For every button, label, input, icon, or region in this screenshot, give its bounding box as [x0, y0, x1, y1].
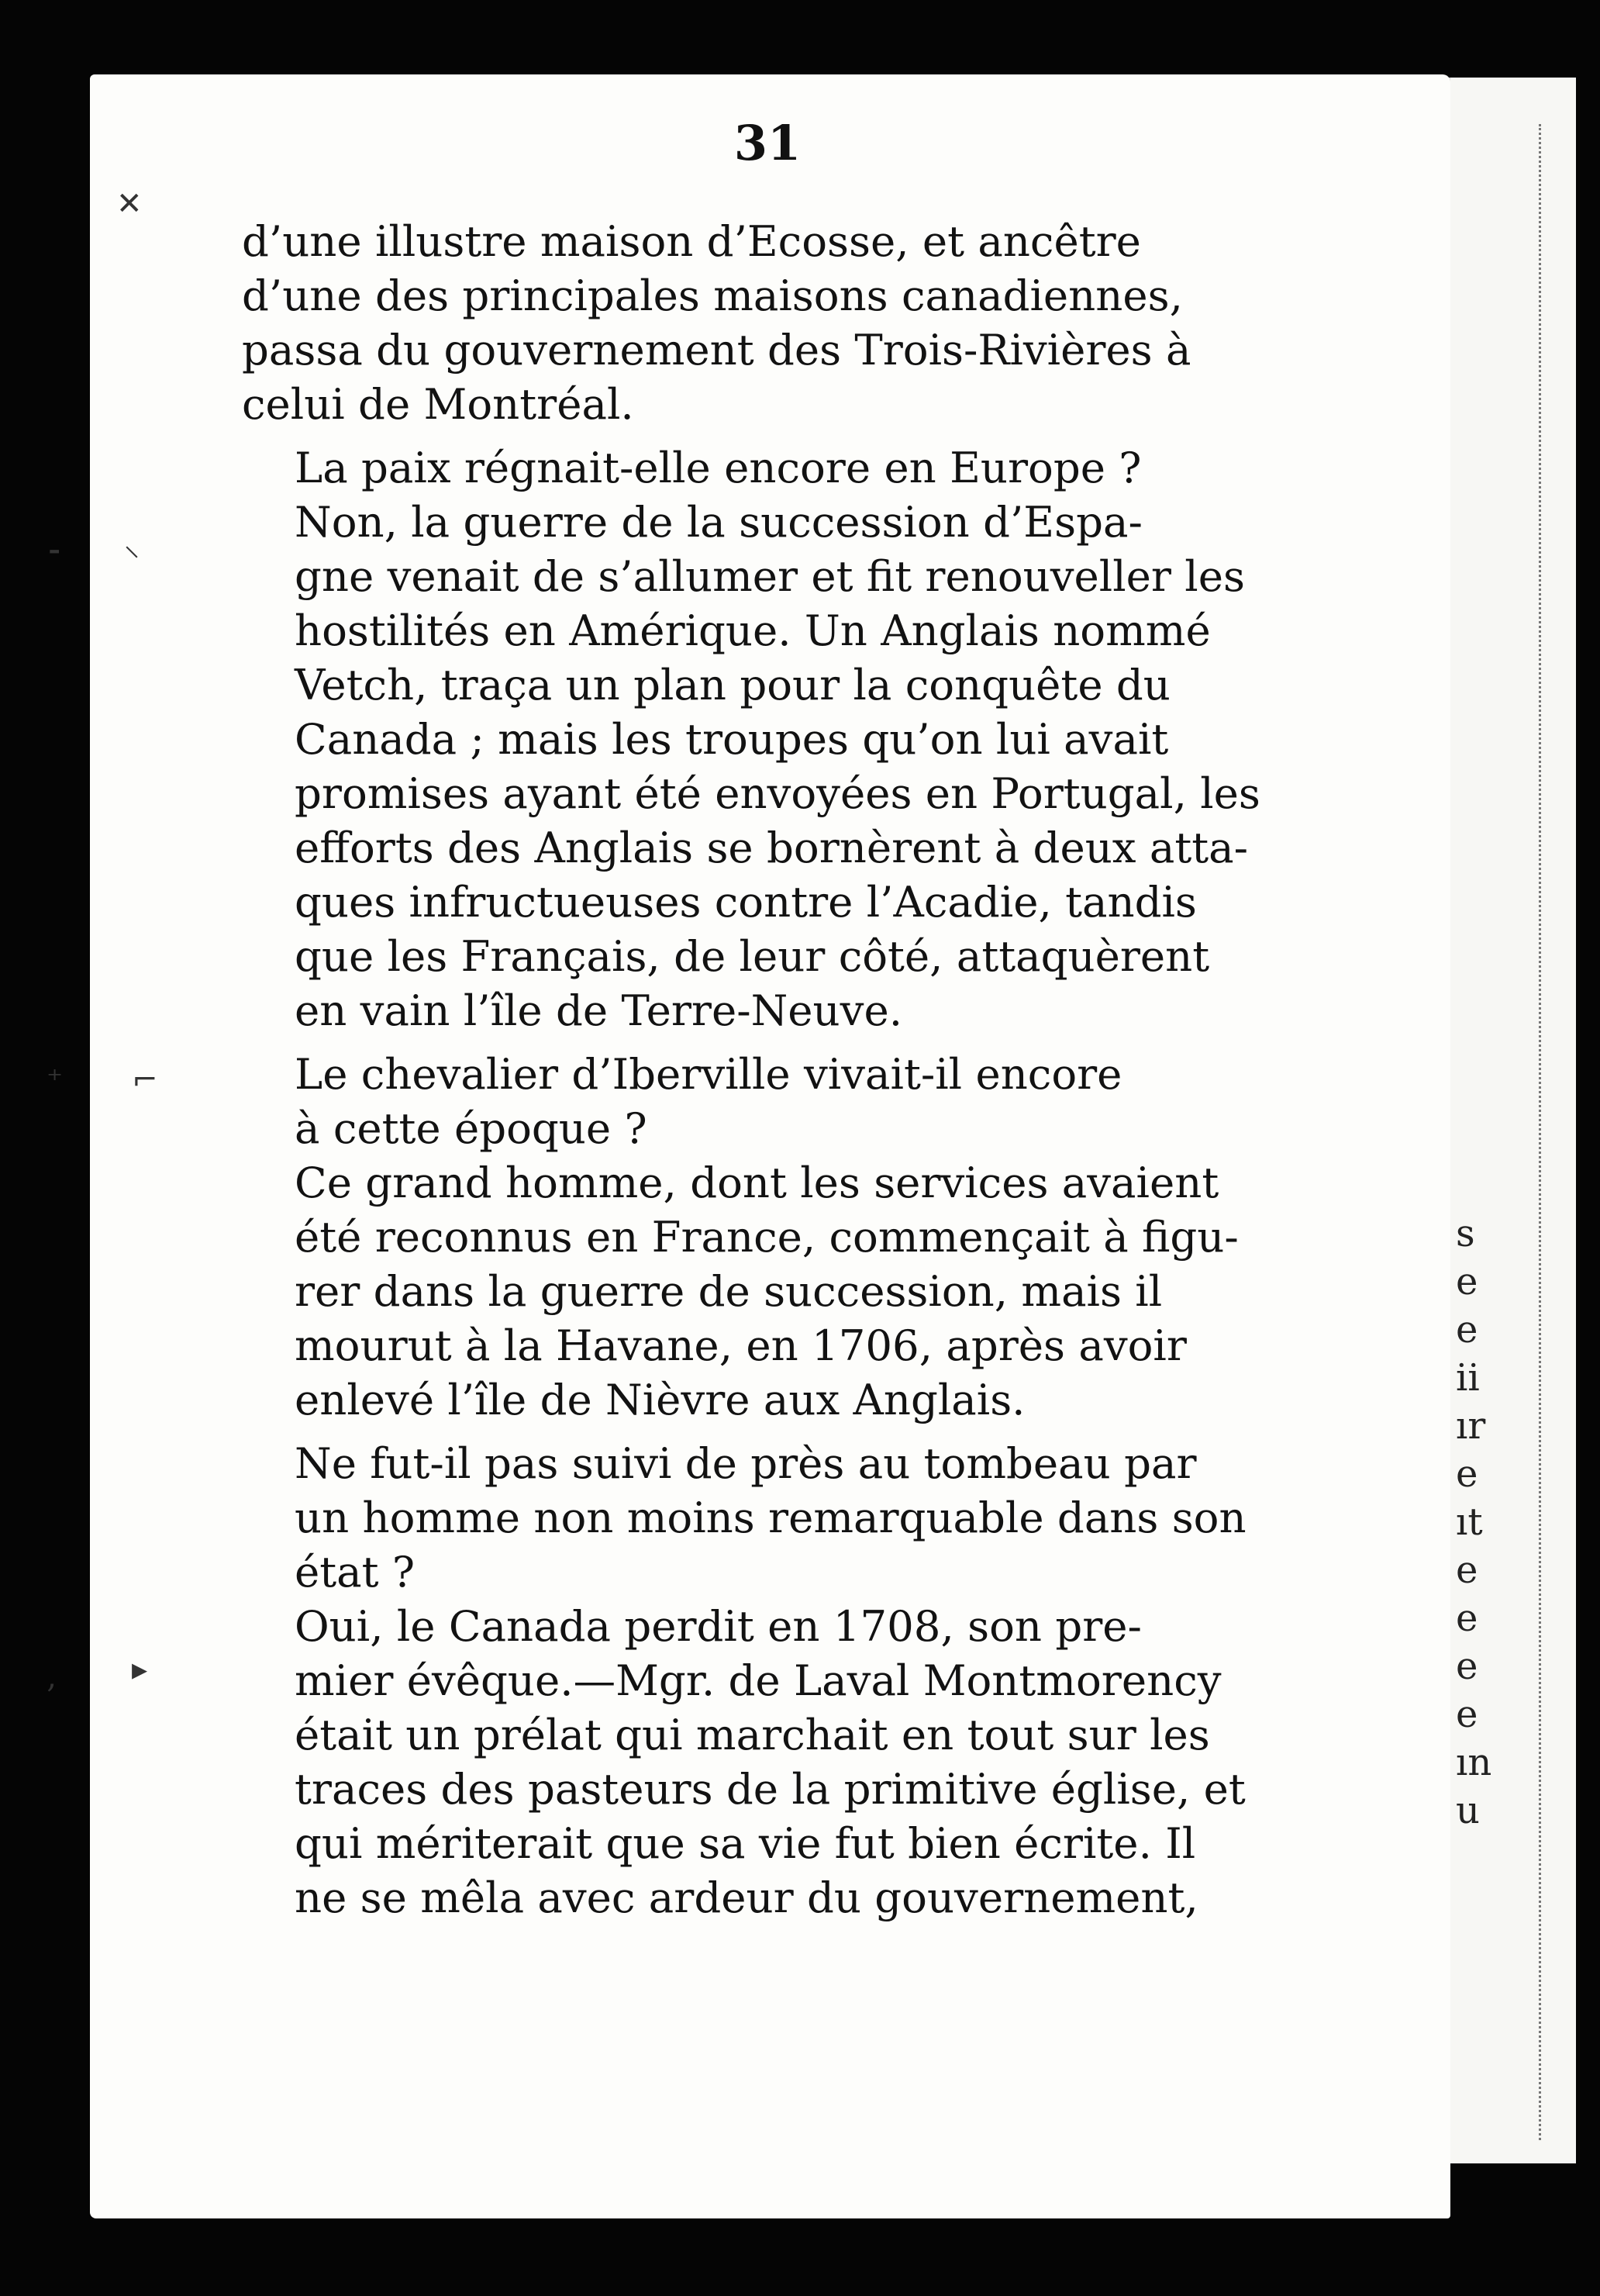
text-line: Ce grand homme, dont les services avaient [295, 1158, 1219, 1207]
text-line: mier évêque.—Mgr. de Laval Montmorency [295, 1656, 1222, 1705]
margin-letter: e [1456, 1260, 1478, 1303]
margin-letter: e [1456, 1549, 1478, 1592]
text-line: Vetch, traça un plan pour la conquête du [295, 660, 1171, 710]
paragraph-7 [242, 1599, 1312, 1925]
margin-letter: e [1456, 1597, 1478, 1640]
text-line: celui de Montréal. [242, 379, 634, 429]
page-edge-speckle [1539, 124, 1564, 2140]
margin-letter: u [1456, 1789, 1480, 1832]
text-line: La paix régnait-elle encore en Europe ? [295, 443, 1142, 492]
paragraph-5 [242, 1155, 1312, 1427]
text-line: gne venait de s’allumer et fit renouveller les [295, 551, 1245, 601]
text-line: mourut à la Havane, en 1706, après avoir [295, 1321, 1187, 1370]
paragraph-1 [242, 214, 1312, 431]
margin-letter: ıt [1456, 1500, 1483, 1544]
text-line: qui mériterait que sa vie fut bien écrite. Il [295, 1818, 1196, 1868]
page-number: 31 [733, 115, 802, 171]
text-line: hostilités en Amérique. Un Anglais nommé [295, 606, 1211, 655]
margin-ink-mark: ⁃ [47, 535, 62, 571]
margin-letter: e [1456, 1308, 1478, 1352]
margin-letter: s [1456, 1212, 1475, 1255]
margin-ink-mark: ⁺ [47, 1062, 64, 1098]
text-line: Non, la guerre de la succession d’Espa- [295, 497, 1143, 547]
adjacent-page-letters [1456, 1210, 1502, 1835]
text-line: à cette époque ? [295, 1103, 647, 1153]
margin-ink-mark: ‚ [47, 1659, 57, 1695]
text-line: était un prélat qui marchait en tout sur les [295, 1710, 1210, 1759]
text-line: promises ayant été envoyées en Portugal, les [295, 768, 1260, 818]
margin-letter: ır [1456, 1404, 1486, 1448]
margin-letter: ii [1456, 1356, 1480, 1400]
text-line: un homme non moins remarquable dans son [295, 1493, 1247, 1542]
text-line: enlevé l’île de Nièvre aux Anglais. [295, 1375, 1026, 1424]
margin-ink-mark: ▸ [132, 1652, 148, 1687]
margin-letter: e [1456, 1452, 1478, 1496]
text-line: ne se mêla avec ardeur du gouvernement, [295, 1873, 1198, 1922]
text-line: Ne fut-il pas suivi de près au tombeau par [295, 1438, 1197, 1488]
page-body-text [242, 214, 1312, 1925]
paragraph-3 [242, 495, 1312, 1038]
margin-ink-mark: ✕ [116, 186, 143, 222]
text-line: été reconnus en France, commençait à figu- [295, 1212, 1239, 1262]
paragraph-4 [242, 1047, 1312, 1155]
text-line: d’une des principales maisons canadiennes, [242, 271, 1183, 320]
text-line: état ? [295, 1547, 416, 1597]
text-line: d’une illustre maison d’Ecosse, et ancêtre [242, 216, 1141, 266]
text-line: efforts des Anglais se bornèrent à deux atta- [295, 823, 1249, 872]
text-line: rer dans la guerre de succession, mais il [295, 1266, 1163, 1316]
text-line: en vain l’île de Terre-Neuve. [295, 986, 903, 1035]
margin-letter: ın [1456, 1741, 1492, 1784]
paragraph-6 [242, 1436, 1312, 1599]
text-line: que les Français, de leur côté, attaquèrent [295, 931, 1210, 981]
margin-letter: e [1456, 1693, 1478, 1736]
text-line: Canada ; mais les troupes qu’on lui avait [295, 714, 1169, 764]
margin-letter: e [1456, 1645, 1478, 1688]
margin-ink-mark: ⸌ [124, 540, 140, 576]
text-line: traces des pasteurs de la primitive église, et [295, 1764, 1246, 1814]
text-line: passa du gouvernement des Trois-Rivières à [242, 325, 1191, 375]
text-line: Oui, le Canada perdit en 1708, son pre- [295, 1601, 1142, 1651]
text-line: Le chevalier d’Iberville vivait-il encore [295, 1049, 1122, 1099]
text-line: ques infructueuses contre l’Acadie, tandis [295, 877, 1197, 927]
margin-ink-mark: ⌐ [132, 1062, 158, 1098]
paragraph-2 [242, 440, 1312, 495]
